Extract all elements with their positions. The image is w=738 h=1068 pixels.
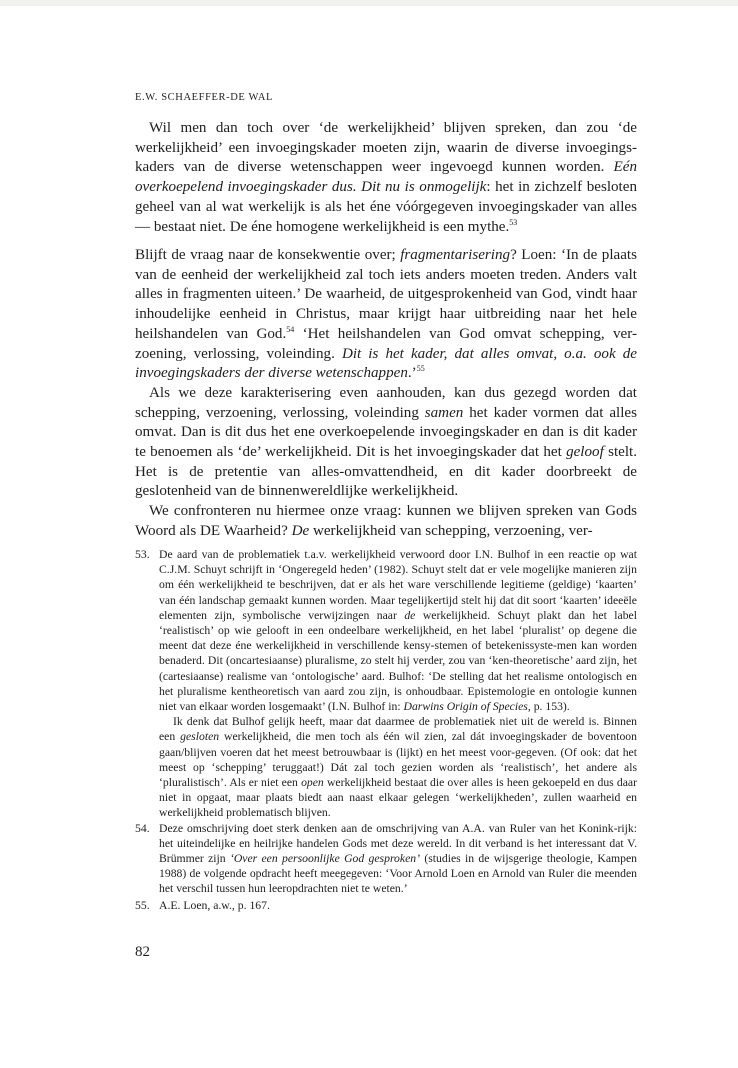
footnote-53-para-1 xyxy=(159,547,637,714)
page-number: 82 xyxy=(135,944,150,960)
fn53-p2-italic-b: gesloten xyxy=(180,730,220,744)
footnote-55-number: 55. xyxy=(135,898,150,912)
paragraph-3 xyxy=(135,384,637,502)
fn53-p2-e: werkelijkheid bestaat die over alles is heen gekoepeld en dus daar niet in opgaat, maar plaats biedt aan naast elkaar gelegen ‘werkelijkheden’, zullen waarheid en werkelijkheid problematisch blijven. xyxy=(159,776,637,820)
p1-text-a: Wil men dan toch over ‘de werkelijkheid’ blijven spreken, dan zou ‘de werkelijkheid’ een invoegingskader moeten zijn, waarin de diverse invoegings-kaders van de diverse wetenschappen weer ingevoegd kunnen worden. xyxy=(135,120,637,176)
p3-italic-b: samen xyxy=(424,404,464,421)
p2-text-d: ‘Het heilshandelen van God omvat schepping, ver-zoening, verlossing, voleinding. xyxy=(135,325,637,362)
fn54-text-c: (studies in de wijsgerige theologie, Kampen 1988) de volgende opdracht heeft meegegeven: ‘Voor Arnold Loen en Arnold van Ruler die meenden het verschil tussen hun leeropdrachten niet te weten.’ xyxy=(159,852,637,896)
fn53-text-c: werkelijkheid. Schuyt plakt dan het label ‘realistisch’ op wie gelooft in een ondeelbare werkelijkheid, en het label ‘pluralist’ op degene die meent dat deze éne werkelijkheid in verschillende kensy-stemen of betekenissyste-men kan worden benaderd. Dit (oncartesiaanse) pluralisme, zo stelt hij verder, zou van ‘ken-theoretische’ aard zijn, het (cartesiaanse) realisme van ‘ontologische’ aard. Bulhof: ‘De stelling dat het realisme ontologisch en het pluralisme kentheoretisch van aard zou zijn, is onhoudbaar. Epistemologie en ontologie kunnen niet van elkaar worden losgemaakt’ (I.N. Bulhof in: xyxy=(159,608,637,714)
p2-text-c: ? Loen: ‘In de plaats van de eenheid der werkelijkheid zal toch iets anders moeten treden. Anders valt alles in fragmenten uiteen.’ De waarheid, de uitgesprokenheid van God, vindt haar inhoudelijke eenheid in Christus, maar krijgt haar uitbreiding naar het hele heilshandelen van God. xyxy=(135,247,637,342)
footnote-ref-53[interactable]: 53 xyxy=(509,217,518,227)
paragraph-1 xyxy=(135,119,637,237)
footnote-53 xyxy=(135,547,637,821)
footnote-54 xyxy=(135,821,637,897)
fn53-p2-italic-d: open xyxy=(301,776,324,790)
footnote-55-para xyxy=(159,898,637,913)
fn53-p2-c: werkelijkheid, die men toch als één wil zien, zal dát invoegingskader de boventoon gaan/blijven voeren dat het meest betrouwbaar is (lijkt) en het meest voor-gegeven. (Of ook: dat het meest op ‘schepping’ teruggaat!) Dát zal toch gezien worden als ‘realistisch’, het andere als ‘pluralistisch’. Als er niet een xyxy=(159,730,637,790)
p3-text-c: het kader vormen dat alles omvat. Dan is dit dus het ene overkoepelende invoegingskader en dan is dit kader te benoemen als ‘de’ werkelijkheid. Dit is het invoegingskader dat het xyxy=(135,404,637,461)
p2-italic-b: fragmentarisering xyxy=(400,247,511,263)
p3-text-a: Als we deze karakterisering even aanhouden, kan dus gezegd worden dat schepping, verzoening, verlossing, voleinding xyxy=(135,384,637,421)
footnotes xyxy=(135,547,637,913)
footnote-ref-55[interactable]: 55 xyxy=(416,364,425,374)
p2-text-f: .’ xyxy=(407,365,417,382)
footnote-55 xyxy=(135,898,637,913)
fn53-italic-b: de xyxy=(404,608,416,622)
footnote-54-para xyxy=(159,821,637,897)
fn53-p2-a: Ik denk dat Bulhof gelijk heeft, maar dat daarmee de problematiek niet uit de wereld is. Binnen een xyxy=(159,715,637,744)
p4-text-a: We confronteren nu hiermee onze vraag: kunnen we blijven spreken van Gods Woord als DE Waarheid? xyxy=(135,503,637,539)
running-header: E.W. SCHAEFFER-DE WAL xyxy=(135,92,274,103)
p4-italic-b: De xyxy=(291,522,310,539)
body-block-2 xyxy=(135,246,637,542)
body-block-1 xyxy=(135,119,637,237)
p1-text-c: : het in zichzelf besloten geheel van al wat werkelijk is als het éne vóórgegeven invoegingskader van alles — bestaat niet. De éne homogene werkelijkheid is een mythe. xyxy=(135,179,637,235)
p1-italic-b: Eén overkoepelend invoegingskader dus. Dit nu is onmogelijk xyxy=(135,159,637,196)
fn53-text-a: De aard van de problematiek t.a.v. werkelijkheid verwoord door I.N. Bulhof in een reactie op wat C.J.M. Schuyt schrijft in ‘Ongeregeld heden’ (1982). Schuyt stelt dat er vele mogelijke manieren zijn om één werkelijkheid te beschrijven, dat er als het ware verschillende legitieme (geldige) ‘kaarten’ van één landschap gemaakt kunnen worden. Maar tegelijkertijd stelt hij dat dit soort ‘kaarten’ ideeële elementen zijn, symbolische verwijzingen naar xyxy=(159,548,637,622)
p3-text-e: stelt. Het is de pretentie van alles-omvattendheid, en dit kader doorbreekt de geslotenheid van de binnenwereldlijke werkelijkheid. xyxy=(135,444,637,500)
footnote-ref-54[interactable]: 54 xyxy=(286,324,295,334)
p3-italic-d: geloof xyxy=(566,444,604,461)
fn55-text-a: A.E. Loen, a.w., p. 167. xyxy=(159,898,270,912)
fn53-italic-d: Darwins Origin of Species xyxy=(403,700,528,714)
footnote-54-number: 54. xyxy=(135,821,150,835)
fn54-italic-b: ‘Over een persoonlijke God gesproken’ xyxy=(229,852,421,866)
fn54-text-a: Deze omschrijving doet sterk denken aan de omschrijving van A.A. van Ruler van het Konink-rijk: het uiteindelijke en heilrijke handelen Gods met deze wereld. In dit verband is het interessant dat V. Brümmer zijn xyxy=(159,821,637,866)
paragraph-4 xyxy=(135,502,637,541)
p2-italic-e: Dit is het kader, dat alles omvat, o.a. ook de invoegingskaders der diverse wetenschappen xyxy=(135,345,638,382)
p2-text-a: Blijft de vraag naar de konsekwentie over; xyxy=(135,247,401,263)
paragraph-2 xyxy=(135,246,637,384)
fn53-text-e: , p. 153). xyxy=(527,700,570,714)
footnote-53-para-2 xyxy=(159,714,637,820)
footnote-53-number: 53. xyxy=(135,548,150,561)
page-top-edge xyxy=(0,0,738,6)
p4-text-c: werkelijkheid van schepping, verzoening, ver- xyxy=(309,522,593,539)
